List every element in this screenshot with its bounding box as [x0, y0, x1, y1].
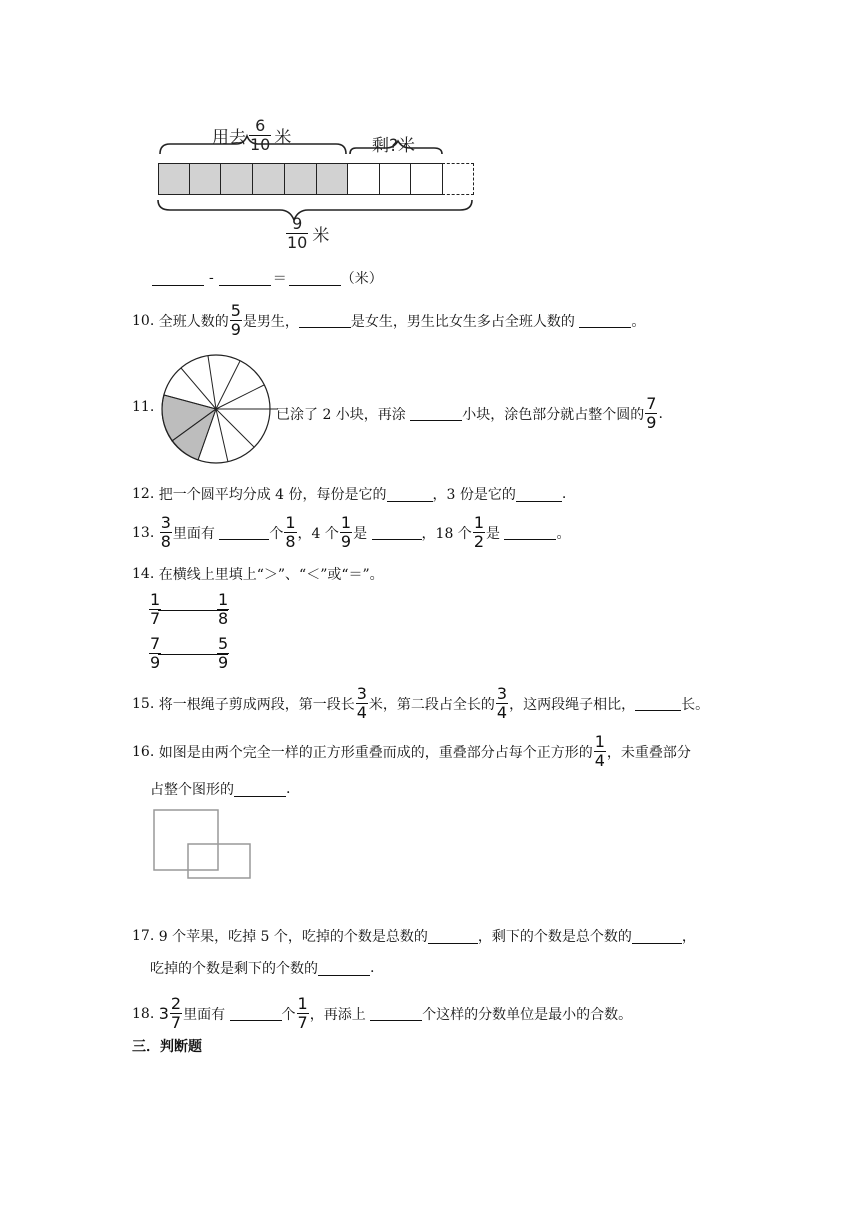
- fraction: $\frac{1}{8}$: [285, 513, 296, 551]
- sector-line: [216, 385, 264, 409]
- question-10: 10. 全班人数的 $\frac{5}{9}$ 是男生， 是女生，男生比女生多占全班人数的 。: [132, 301, 646, 339]
- question-18: 18. 3 $\frac{2}{7}$ 里面有 个 $\frac{1}{7}$ ，再添上 个这样的分数单位是最小的合数。: [132, 994, 633, 1032]
- answer-blank[interactable]: [152, 271, 204, 286]
- bar-cell-shaded: [252, 163, 285, 195]
- bar-cell-shaded: [158, 163, 190, 195]
- q16-squares-figure: [150, 806, 256, 882]
- question-17-line-2: 吃掉的个数是剩下的个数的 .: [150, 960, 375, 977]
- remain-label: 剩?米: [372, 136, 416, 156]
- fraction: $\frac{1}{7}$: [297, 994, 308, 1032]
- question-number: 13.: [132, 524, 155, 541]
- answer-blank[interactable]: [370, 1006, 422, 1021]
- square-1: [154, 810, 218, 870]
- used-fraction: $\frac{6}{10}$: [250, 116, 271, 154]
- bar-cell-shaded: [316, 163, 348, 195]
- compare-row-1: [148, 592, 238, 628]
- question-number: 14.: [132, 566, 155, 582]
- fraction: $\frac{7}{9}$: [150, 634, 161, 672]
- q9-equation: - ＝ （米）: [152, 268, 383, 288]
- answer-blank[interactable]: [219, 271, 271, 286]
- fraction: $\frac{7}{9}$: [646, 394, 657, 432]
- fraction: $\frac{5}{9}$: [218, 634, 229, 672]
- used-label: 用去 $\frac{6}{10}$ 米: [212, 116, 292, 154]
- question-13: 13. $\frac{3}{8}$ 里面有 个 $\frac{1}{8}$ ，4 个 $\frac{1}{9}$ 是 ，18 个 $\frac{1}{2}$ 是 。: [132, 513, 571, 551]
- question-number: 11.: [132, 399, 155, 415]
- total-fraction: $\frac{9}{10}$: [287, 214, 308, 252]
- fraction: $\frac{1}{9}$: [340, 513, 352, 551]
- answer-blank[interactable]: [219, 525, 269, 540]
- answer-blank[interactable]: [632, 929, 682, 944]
- q11-circle-figure: [158, 354, 278, 466]
- section-title: 三．判断题: [132, 1039, 202, 1055]
- answer-blank[interactable]: [234, 782, 286, 797]
- bar-cell-shaded: [220, 163, 253, 195]
- question-16: 16. 如图是由两个完全一样的正方形重叠而成的，重叠部分占每个正方形的 $\frac{1}{4}$ ，未重叠部分: [132, 732, 691, 770]
- sector-line: [216, 361, 240, 409]
- question-15: 15. 将一根绳子剪成两段，第一段长 $\frac{3}{4}$ 米，第二段占全长的 $\frac{3}{4}$ ，这两段绳子相比， 长。: [132, 684, 710, 722]
- bar-cell-shaded: [189, 163, 221, 195]
- question-number: 12.: [132, 486, 155, 502]
- question-number: 18.: [132, 1005, 155, 1022]
- question-number: 16.: [132, 743, 155, 760]
- answer-blank[interactable]: [579, 313, 631, 328]
- fraction: $\frac{1}{8}$: [218, 590, 229, 628]
- question-11: 已涂了 2 小块，再涂 小块，涂色部分就占整个圆的 $\frac{7}{9}$ .: [276, 394, 663, 432]
- answer-blank[interactable]: [230, 1006, 282, 1021]
- question-14: 14. 在横线上里填上“＞”、“＜”或“＝”。: [132, 566, 384, 583]
- bar-cell-empty: [379, 163, 411, 195]
- answer-blank[interactable]: [299, 313, 351, 328]
- bar-cell-empty: [347, 163, 380, 195]
- answer-blank[interactable]: [387, 487, 433, 502]
- answer-blank[interactable]: [504, 525, 556, 540]
- fraction: $\frac{1}{7}$: [150, 590, 161, 628]
- bar-cell-shaded: [284, 163, 317, 195]
- answer-blank[interactable]: [635, 696, 681, 711]
- fraction: $\frac{3}{4}$: [356, 684, 367, 722]
- question-number: 10.: [132, 312, 155, 329]
- fraction: $\frac{3}{4}$: [496, 684, 508, 722]
- answer-blank[interactable]: [372, 525, 422, 540]
- fraction: $\frac{2}{7}$: [170, 994, 182, 1032]
- total-label: $\frac{9}{10}$ 米: [287, 214, 330, 252]
- question-12: 12. 把一个圆平均分成 4 份，每份是它的 ，3 份是它的 .: [132, 486, 567, 503]
- compare-row-2: [148, 636, 238, 672]
- answer-blank[interactable]: [428, 929, 478, 944]
- question-17: 17. 9 个苹果，吃掉 5 个，吃掉的个数是总数的 ，剩下的个数是总个数的 ，: [132, 928, 696, 945]
- bar-cell-dashed: [442, 163, 474, 195]
- sector-line: [216, 409, 228, 462]
- square-2: [188, 844, 250, 878]
- answer-blank[interactable]: [289, 271, 341, 286]
- sector-line: [216, 409, 254, 447]
- answer-blank[interactable]: [318, 961, 370, 976]
- fraction: $\frac{1}{4}$: [594, 732, 605, 770]
- question-number: 17.: [132, 928, 155, 944]
- answer-blank[interactable]: [516, 487, 562, 502]
- question-16-line-2: 占整个图形的 .: [150, 781, 291, 798]
- question-number: 15.: [132, 695, 155, 712]
- fraction: $\frac{3}{8}$: [160, 513, 171, 551]
- bar-cell-empty: [410, 163, 443, 195]
- answer-blank[interactable]: [410, 406, 462, 421]
- fraction: $\frac{5}{9}$: [230, 301, 241, 339]
- fraction: $\frac{1}{2}$: [473, 513, 484, 551]
